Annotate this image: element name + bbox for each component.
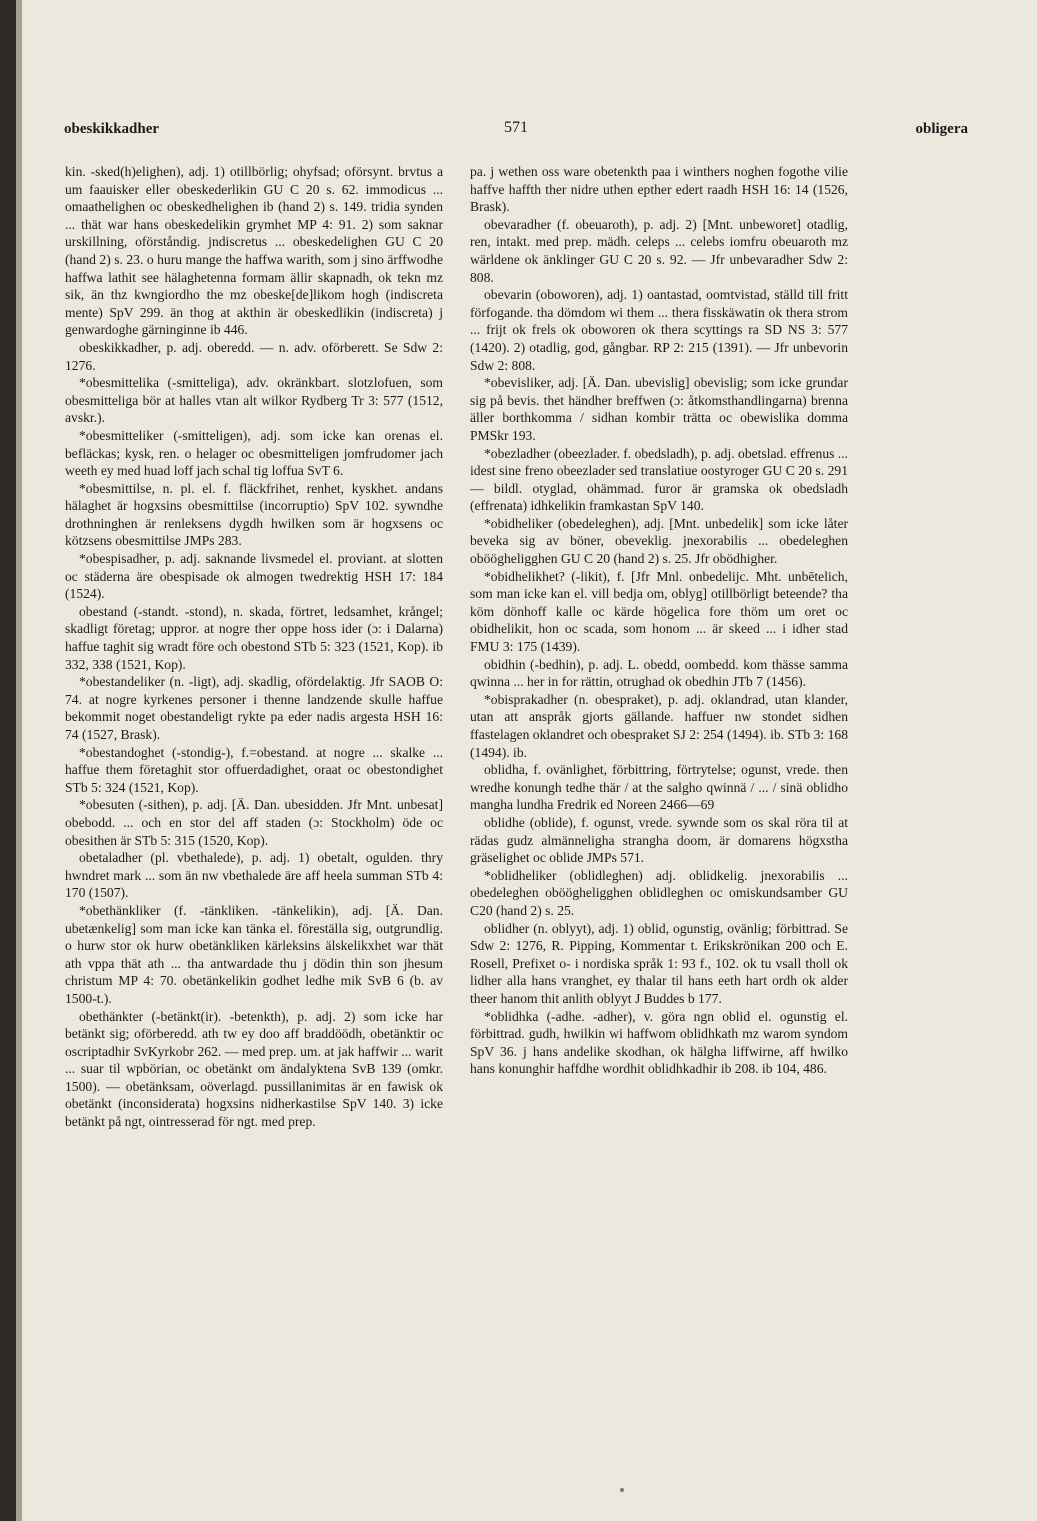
right-column	[470, 163, 848, 1078]
entry-paragraph: *obesmittilse, n. pl. el. f. fläckfrihet, renhet, kyskhet. andans hälaghet är hogxsins obesmittilse (incorruptio) SpV 102. sywndhe drothninghen är renleksens dygdh hwilken som är hogxsens oc kötzsens obesmittilse JMPs 283.	[65, 480, 443, 549]
running-header	[64, 121, 968, 143]
entry-paragraph: oblidher (n. oblyyt), adj. 1) oblid, ogunstig, ovänlig; förbittrad. Se Sdw 2: 1276, R. Pipping, Kommentar t. Erikskrönikan 200 och E. Rosell, Prefixet o- i nordiska språk 1: 93 f., 102. ok tu vsall tholl ok lidher alla hans vranghet, ey thalar til hans eeth hart ordh ok alder theer hanom thit anlith oblyyt J Buddes b 177.	[470, 920, 848, 1006]
entry-paragraph: oblidhe (oblide), f. ogunst, vrede. sywnde som os skal röra til at rädas gudz almänneligha strangha doom, är domarens högxstha gräselighet oc oblide JMPs 571.	[470, 814, 848, 866]
entry-paragraph: *obidheliker (obedeleghen), adj. [Mnt. unbedelik] som icke låter beveka sig av böner, obeveklig. jnexorabilis ... obedeleghen oböögheligghen GU C 20 (hand 2) s. 25. Jfr obödhigher.	[470, 515, 848, 567]
header-last-word: obligera	[915, 121, 968, 137]
entry-paragraph: obethänkter (-betänkt(ir). -betenkth), p. adj. 2) som icke har betänkt sig; oförberedd. ath tw ey doo aff braddöödh, obetänktir oc oscriptadhir SvKyrkobr 262. — med prep. um. at jak haffwir ... warit ... suar til wpbörian, oc obetänkt om ändalyktena SvB 139 (omkr. 1500). — obetänksam, oöverlagd. pussillanimitas är en fawisk ok obetänkt (inconsiderata) hogxsins nidherkastilse SpV 140. 3) icke betänkt på ngt, ointresserad för ngt. med prep.	[65, 1008, 443, 1130]
page-number: 571	[504, 119, 528, 136]
entry-paragraph: obetaladher (pl. vbethalede), p. adj. 1) obetalt, ogulden. thry hwndret mark ... som än nw vbethalede äre aff heela summan STb 4: 170 (1507).	[65, 850, 443, 901]
entry-paragraph: oblidha, f. ovänlighet, förbittring, förtrytelse; ogunst, vrede. then wredhe konungh tedhe thär / at the salgho qwinnä / ... / sinä oblidho mangha lundha Fredrik ed Noreen 2466—69	[470, 762, 848, 813]
scan-paper-edge	[16, 0, 22, 1521]
scan-speck	[620, 1488, 624, 1492]
left-column	[65, 163, 443, 1131]
header-first-word: obeskikkadher	[64, 121, 160, 137]
entry-paragraph: *oblidhka (-adhe. -adher), v. göra ngn oblid el. ogunstig el. förbittrad. gudh, hwilkin wi haffwom oblidhkath mz warom syndom SpV 36. j hans andelike skodhan, ok hälgha liffwirne, aff hwilko hans konunghir haffdhe wordhit oblidhkadhir ib 208. ib 104, 486.	[470, 1008, 848, 1077]
entry-paragraph: *obisprakadher (n. obespraket), p. adj. oklandrad, utan klander, utan att anspråk gjorts gällande. haffuer nw stondet sidhen ffastelagen oklandret och obespraket SJ 2: 254 (1494). ib. STb 3: 168 (1494). ib.	[470, 691, 848, 760]
entry-paragraph: *obezladher (obeezlader. f. obedsladh), p. adj. obetslad. effrenus ... idest sine freno obeezlader sed translatiue oostyroger GU C 20 s. 291 — bildl. otyglad, ohämmad. furor är gramska ok obedsladh (effrenata) idhkelikin framkastan SpV 140.	[470, 445, 848, 514]
entry-paragraph: *obevisliker, adj. [Ä. Dan. ubevislig] obevislig; som icke grundar sig på bevis. thet händher breffwen (ɔ: åtkomsthandlingarna) brenna äller borthkomma / sidhan kombir trätta oc obewislika domma PMSkr 193.	[470, 375, 848, 443]
entry-paragraph: obidhin (-bedhin), p. adj. L. obedd, oombedd. kom thässe samma qwinna ... her in for rättin, otrughad ok obedhin JTb 7 (1456).	[470, 656, 848, 690]
entry-paragraph: *obespisadher, p. adj. saknande livsmedel el. proviant. at slotten oc städerna äre obespisade ok almogen twedrektig HSH 17: 184 (1524).	[65, 551, 443, 602]
entry-paragraph: obestand (-standt. -stond), n. skada, förtret, ledsamhet, krångel; skadligt företag; uppror. at nogre ther oppe hoss ider (ɔ: i Dalarna) haffue taghit sig wradt före och obestond STb 5: 323 (1521, Kop). ib 332, 338 (1521, Kop).	[65, 603, 443, 672]
entry-paragraph: *obidhelikhet? (-likit), f. [Jfr Mnl. onbedelijc. Mht. unbētelich, som man icke kan el. vill bedja om, oblyg] otillbörligt beteende? tha köm dönhoff kalle oc kärde högelica fore thöm um oret oc obidhelikit, hon oc scada, som honom ... är skeed ... i idher stad FMU 3: 175 (1439).	[470, 568, 848, 655]
entry-paragraph: *obestandoghet (-stondig-), f.=obestand. at nogre ... skalke ... haffue them företaghit stor offuerdadighet, oraat oc obestondighet STb 5: 324 (1521, Kop).	[65, 744, 443, 795]
entry-paragraph: *obesmittelika (-smitteliga), adv. okränkbart. slotzlofuen, som obesmitteliga bör at halles vtan alt wilkor Rydberg Tr 3: 577 (1512, avskr.).	[65, 375, 443, 426]
entry-paragraph: *obesmitteliker (-smitteligen), adj. som icke kan orenas el. befläckas; kysk, ren. o helager oc obesmitteligen jomfrudomer jach weeth ey med huad loff jach schal tig loffua SvT 6.	[65, 427, 443, 479]
entry-paragraph: kin. -sked(h)elighen), adj. 1) otillbörlig; ohyfsad; oförsynt. brvtus a um faauisker eller obeskederlikin GU C 20 s. 62. immodicus ... omaathelighen oc obeskedhelighen ib (hand 2) s. 149. tridia synden ... thät war hans obeskedelikin grymhet MP 4: 91. 2) som saknar urskillning, oförståndig. jndiscretus ... obeskedelighen GU C 20 (hand 2) s. 23. o huru mange the haffwa warith, som j sino ärffwodhe haffwa lathit see hälaghetenna formam ällir skapnadh, ok tekn mz sik, än thz kwngiordho the mz obeske[de]likom hogh (indiscreta mente) SpV 299. än thog at akthin är obeskedlikin (indiscreta) j genwardoghe gärninginne ib 446.	[65, 164, 443, 338]
entry-paragraph: obevarin (oboworen), adj. 1) oantastad, oomtvistad, ställd till fritt förfogande. tha dömdom wi them ... thera fisskäwatin ok thera strom ... frijt ok frels ok oboworen ok thera scyttings ra SD NS 3: 577 (1420). 2) otadlig, god, gångbar. RP 2: 215 (1391). — Jfr unbevorin Sdw 2: 808.	[470, 287, 848, 373]
entry-paragraph: *obethänkliker (f. -tänkliken. -tänkelikin), adj. [Ä. Dan. ubetænkelig] som man icke kan tänka el. föreställa sig, outgrundlig. o hurw stor ok hurw obetänkliken kärleksins älskelikxhet war thät ath vppa thät ath ... tha antwardade thu j dödin thin son jhesum christum MP 4: 70. obetänkelikin godhet ledhe mik SvB 6 (b. av 1500-t.).	[65, 902, 443, 1006]
scan-binding-edge	[0, 0, 16, 1521]
entry-paragraph: obeskikkadher, p. adj. oberedd. — n. adv. oförberett. Se Sdw 2: 1276.	[65, 339, 443, 373]
entry-paragraph: obevaradher (f. obeuaroth), p. adj. 2) [Mnt. unbeworet] otadlig, ren, intakt. med prep. mädh. celeps ... celebs iomfru obeuaroth mz wärldene ok änklinger GU C 20 s. 92. — Jfr unbevaradher Sdw 2: 808.	[470, 216, 848, 285]
entry-paragraph: *obesuten (-sithen), p. adj. [Ä. Dan. ubesidden. Jfr Mnt. unbesat] obebodd. ... och en stor del aff staden (ɔ: Stockholm) öde oc obesithen är STb 5: 315 (1520, Kop).	[65, 797, 443, 848]
entry-paragraph: *obestandeliker (n. -ligt), adj. skadlig, ofördelaktig. Jfr SAOB O: 74. at nogre kyrkenes personer i thenne landzende skulle haffue bekommit noget obestandeligt rykte pa eder nadis argesta HSH 16: 74 (1527, Brask).	[65, 674, 443, 742]
entry-paragraph: pa. j wethen oss ware obetenkth paa i winthers noghen fogothe vilie haffve haffth ther nidre uthen epther edert raadh HSH 16: 14 (1526, Brask).	[470, 164, 848, 215]
entry-paragraph: *oblidheliker (oblidleghen) adj. oblidkelig. jnexorabilis ... obedeleghen oböögheligghen oblidleghen oc omiskundsamber GU C20 (hand 2) s. 25.	[470, 867, 848, 918]
